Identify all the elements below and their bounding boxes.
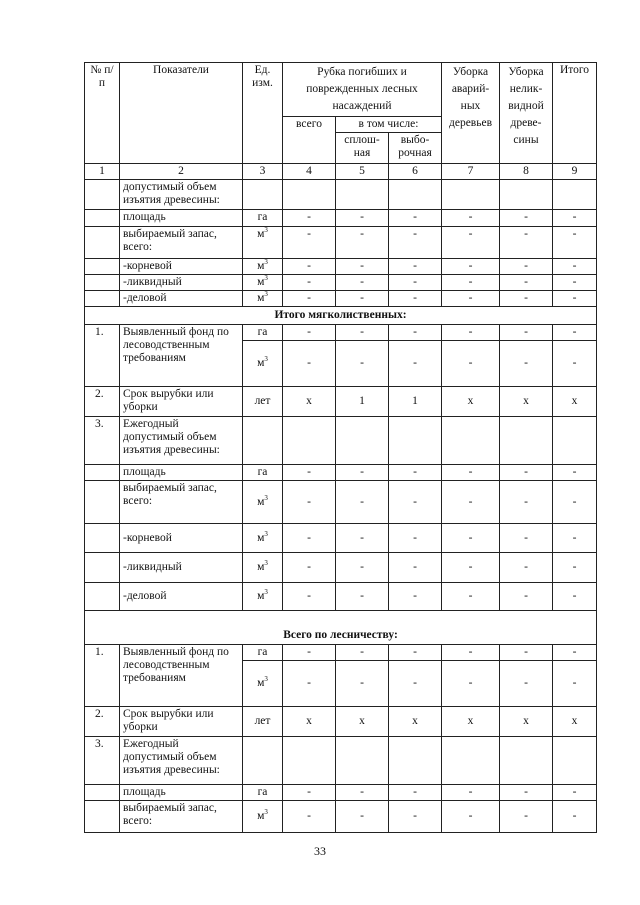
row-label: Выявленный фонд по лесоводственным требованиям bbox=[120, 325, 243, 387]
row-number bbox=[85, 553, 120, 583]
value-cell: х bbox=[500, 387, 553, 417]
value-cell: х bbox=[283, 707, 336, 737]
value-cell bbox=[389, 417, 442, 465]
value-cell: х bbox=[283, 387, 336, 417]
unit-exponent: 3 bbox=[264, 258, 268, 266]
header-col-indicators: Показатели bbox=[120, 63, 243, 164]
value-cell bbox=[283, 417, 336, 465]
row-number: 2. bbox=[85, 387, 120, 417]
value-cell: - bbox=[336, 661, 389, 707]
header-col-no: № п/п bbox=[85, 63, 120, 164]
value-cell: - bbox=[553, 291, 597, 307]
unit-base: м bbox=[257, 228, 265, 240]
column-number: 3 bbox=[243, 164, 283, 180]
table-row bbox=[85, 180, 597, 210]
unit-cell bbox=[243, 583, 283, 611]
table-row bbox=[85, 553, 597, 583]
value-cell: х bbox=[442, 707, 500, 737]
value-cell: - bbox=[553, 553, 597, 583]
value-cell: - bbox=[500, 259, 553, 275]
table-row bbox=[85, 291, 597, 307]
unit-base: м bbox=[257, 276, 265, 288]
unit-cell: лет bbox=[243, 387, 283, 417]
column-numbering-row bbox=[85, 164, 597, 180]
row-number: 3. bbox=[85, 737, 120, 785]
value-cell bbox=[336, 417, 389, 465]
header-col-unit: Ед. изм. bbox=[243, 63, 283, 164]
unit-cell bbox=[243, 291, 283, 307]
unit-base: м bbox=[257, 357, 265, 369]
unit-cell bbox=[243, 801, 283, 833]
header-col-sum: Итого bbox=[553, 63, 597, 164]
header-col-clear: сплош-ная bbox=[336, 133, 389, 164]
value-cell: - bbox=[442, 291, 500, 307]
table-row bbox=[85, 583, 597, 611]
table-row bbox=[85, 785, 597, 801]
unit-base: м bbox=[257, 561, 265, 573]
value-cell: - bbox=[283, 553, 336, 583]
row-number bbox=[85, 524, 120, 553]
value-cell: - bbox=[336, 481, 389, 524]
table-row bbox=[85, 645, 597, 661]
value-cell: - bbox=[336, 227, 389, 259]
value-cell bbox=[283, 180, 336, 210]
value-cell: - bbox=[500, 553, 553, 583]
row-label: Ежегодный допустимый объем изъятия древесины: bbox=[120, 417, 243, 465]
value-cell: - bbox=[336, 583, 389, 611]
table-row bbox=[85, 210, 597, 227]
value-cell: - bbox=[389, 325, 442, 341]
value-cell: - bbox=[500, 661, 553, 707]
value-cell: - bbox=[500, 524, 553, 553]
value-cell: - bbox=[553, 524, 597, 553]
row-number bbox=[85, 801, 120, 833]
header-col-felling: Рубка погибших и поврежденных лесных насаждений bbox=[283, 63, 442, 117]
row-label: выбираемый запас, всего: bbox=[120, 481, 243, 524]
row-number bbox=[85, 210, 120, 227]
row-number: 3. bbox=[85, 417, 120, 465]
value-cell bbox=[336, 737, 389, 785]
value-cell: - bbox=[500, 325, 553, 341]
value-cell bbox=[553, 417, 597, 465]
row-number: 1. bbox=[85, 645, 120, 707]
unit-cell: га bbox=[243, 785, 283, 801]
value-cell: - bbox=[442, 341, 500, 387]
unit-cell bbox=[243, 341, 283, 387]
value-cell: - bbox=[283, 325, 336, 341]
value-cell: - bbox=[389, 481, 442, 524]
value-cell: - bbox=[442, 583, 500, 611]
value-cell: - bbox=[389, 801, 442, 833]
column-number: 6 bbox=[389, 164, 442, 180]
value-cell bbox=[336, 180, 389, 210]
column-number: 2 bbox=[120, 164, 243, 180]
value-cell: - bbox=[283, 645, 336, 661]
unit-cell: га bbox=[243, 645, 283, 661]
row-label: -ликвидный bbox=[120, 275, 243, 291]
unit-exponent: 3 bbox=[264, 529, 268, 538]
value-cell bbox=[389, 180, 442, 210]
value-cell bbox=[553, 737, 597, 785]
unit-cell bbox=[243, 737, 283, 785]
value-cell: - bbox=[389, 645, 442, 661]
value-cell: - bbox=[553, 785, 597, 801]
row-label: Срок вырубки или уборки bbox=[120, 707, 243, 737]
row-label: -корневой bbox=[120, 524, 243, 553]
unit-exponent: 3 bbox=[264, 355, 268, 363]
value-cell: - bbox=[442, 275, 500, 291]
column-number: 9 bbox=[553, 164, 597, 180]
value-cell: - bbox=[389, 553, 442, 583]
unit-cell bbox=[243, 180, 283, 210]
forest-use-table bbox=[84, 62, 597, 833]
value-cell: - bbox=[442, 801, 500, 833]
value-cell: - bbox=[500, 481, 553, 524]
value-cell: - bbox=[283, 259, 336, 275]
unit-exponent: 3 bbox=[264, 675, 268, 683]
value-cell: - bbox=[336, 524, 389, 553]
value-cell: х bbox=[336, 707, 389, 737]
table-row bbox=[85, 737, 597, 785]
value-cell: - bbox=[336, 465, 389, 481]
row-number: 2. bbox=[85, 707, 120, 737]
value-cell: - bbox=[336, 291, 389, 307]
table-row bbox=[85, 465, 597, 481]
unit-cell: га bbox=[243, 465, 283, 481]
value-cell: - bbox=[500, 291, 553, 307]
value-cell: - bbox=[553, 583, 597, 611]
unit-exponent: 3 bbox=[264, 226, 268, 234]
value-cell: - bbox=[283, 291, 336, 307]
value-cell: - bbox=[336, 341, 389, 387]
value-cell: - bbox=[389, 259, 442, 275]
unit-cell: га bbox=[243, 210, 283, 227]
value-cell: - bbox=[500, 227, 553, 259]
value-cell: - bbox=[389, 465, 442, 481]
header-col-selective: выбо-рочная bbox=[389, 133, 442, 164]
value-cell: - bbox=[442, 785, 500, 801]
column-number: 8 bbox=[500, 164, 553, 180]
unit-base: м bbox=[257, 495, 265, 508]
value-cell: х bbox=[442, 387, 500, 417]
value-cell: - bbox=[389, 227, 442, 259]
row-number: 1. bbox=[85, 325, 120, 387]
value-cell bbox=[442, 417, 500, 465]
unit-cell: лет bbox=[243, 707, 283, 737]
value-cell: - bbox=[336, 259, 389, 275]
value-cell: - bbox=[442, 645, 500, 661]
row-number bbox=[85, 180, 120, 210]
header-col-illiquid: Уборка нелик-видной древе-сины bbox=[500, 63, 553, 164]
section-title: Всего по лесничеству: bbox=[85, 611, 597, 645]
header-col-total-felling: всего bbox=[283, 117, 336, 164]
unit-cell bbox=[243, 227, 283, 259]
value-cell bbox=[442, 737, 500, 785]
value-cell: х bbox=[553, 707, 597, 737]
value-cell: х bbox=[553, 387, 597, 417]
value-cell bbox=[500, 180, 553, 210]
row-number bbox=[85, 227, 120, 259]
value-cell: - bbox=[553, 465, 597, 481]
value-cell: - bbox=[500, 801, 553, 833]
value-cell: - bbox=[553, 661, 597, 707]
table-row bbox=[85, 524, 597, 553]
table-row bbox=[85, 481, 597, 524]
table-row bbox=[85, 417, 597, 465]
row-number bbox=[85, 465, 120, 481]
value-cell: - bbox=[283, 341, 336, 387]
value-cell: - bbox=[389, 661, 442, 707]
row-number bbox=[85, 291, 120, 307]
row-label: площадь bbox=[120, 210, 243, 227]
row-label: -деловой bbox=[120, 583, 243, 611]
unit-exponent: 3 bbox=[264, 808, 268, 816]
value-cell: - bbox=[553, 227, 597, 259]
column-number: 7 bbox=[442, 164, 500, 180]
unit-cell bbox=[243, 524, 283, 553]
unit-exponent: 3 bbox=[264, 274, 268, 282]
unit-cell bbox=[243, 417, 283, 465]
value-cell bbox=[500, 417, 553, 465]
value-cell: - bbox=[442, 524, 500, 553]
row-number bbox=[85, 259, 120, 275]
value-cell: - bbox=[442, 325, 500, 341]
value-cell: 1 bbox=[336, 387, 389, 417]
unit-base: м bbox=[257, 260, 265, 272]
row-number bbox=[85, 583, 120, 611]
value-cell: - bbox=[553, 481, 597, 524]
value-cell bbox=[283, 737, 336, 785]
value-cell: - bbox=[553, 341, 597, 387]
row-number bbox=[85, 785, 120, 801]
value-cell: - bbox=[283, 275, 336, 291]
unit-exponent: 3 bbox=[264, 290, 268, 298]
value-cell: - bbox=[500, 465, 553, 481]
value-cell: - bbox=[442, 259, 500, 275]
value-cell: - bbox=[553, 275, 597, 291]
value-cell: - bbox=[283, 227, 336, 259]
value-cell bbox=[389, 737, 442, 785]
value-cell: - bbox=[442, 465, 500, 481]
value-cell: - bbox=[336, 645, 389, 661]
value-cell: - bbox=[553, 210, 597, 227]
value-cell: - bbox=[389, 785, 442, 801]
section-title-row bbox=[85, 611, 597, 645]
value-cell: - bbox=[442, 227, 500, 259]
table-row bbox=[85, 325, 597, 341]
column-number: 1 bbox=[85, 164, 120, 180]
header-col-including: в том числе: bbox=[336, 117, 442, 133]
row-label: площадь bbox=[120, 785, 243, 801]
column-number: 5 bbox=[336, 164, 389, 180]
value-cell: х bbox=[500, 707, 553, 737]
value-cell: - bbox=[389, 341, 442, 387]
value-cell: - bbox=[336, 801, 389, 833]
row-label: допустимый объем изъятия древесины: bbox=[120, 180, 243, 210]
table-row bbox=[85, 387, 597, 417]
row-label: выбираемый запас, всего: bbox=[120, 801, 243, 833]
unit-base: м bbox=[257, 590, 265, 602]
unit-cell: га bbox=[243, 325, 283, 341]
unit-cell bbox=[243, 661, 283, 707]
row-number bbox=[85, 481, 120, 524]
value-cell: - bbox=[283, 661, 336, 707]
header-col-emergency: Уборка аварий-ных деревьев bbox=[442, 63, 500, 164]
value-cell: 1 bbox=[389, 387, 442, 417]
value-cell: - bbox=[336, 210, 389, 227]
value-cell: - bbox=[553, 645, 597, 661]
value-cell: - bbox=[283, 465, 336, 481]
value-cell: - bbox=[500, 210, 553, 227]
value-cell: - bbox=[283, 524, 336, 553]
row-label: -деловой bbox=[120, 291, 243, 307]
value-cell: - bbox=[283, 583, 336, 611]
value-cell bbox=[500, 737, 553, 785]
table-row bbox=[85, 275, 597, 291]
value-cell: х bbox=[389, 707, 442, 737]
value-cell: - bbox=[553, 259, 597, 275]
value-cell bbox=[553, 180, 597, 210]
value-cell: - bbox=[553, 801, 597, 833]
row-number bbox=[85, 275, 120, 291]
section-title: Итого мягколиственных: bbox=[85, 307, 597, 325]
value-cell: - bbox=[389, 275, 442, 291]
value-cell: - bbox=[389, 524, 442, 553]
value-cell: - bbox=[389, 291, 442, 307]
value-cell: - bbox=[500, 583, 553, 611]
table-row bbox=[85, 227, 597, 259]
unit-cell bbox=[243, 481, 283, 524]
value-cell: - bbox=[442, 210, 500, 227]
row-label: Ежегодный допустимый объем изъятия древесины: bbox=[120, 737, 243, 785]
value-cell: - bbox=[336, 325, 389, 341]
value-cell: - bbox=[500, 645, 553, 661]
unit-exponent: 3 bbox=[264, 588, 268, 596]
value-cell: - bbox=[283, 210, 336, 227]
value-cell: - bbox=[283, 801, 336, 833]
value-cell: - bbox=[283, 785, 336, 801]
value-cell: - bbox=[336, 275, 389, 291]
row-label: площадь bbox=[120, 465, 243, 481]
unit-base: м bbox=[257, 677, 265, 689]
value-cell: - bbox=[500, 341, 553, 387]
page-number: 33 bbox=[314, 844, 326, 858]
value-cell: - bbox=[389, 210, 442, 227]
unit-base: м bbox=[257, 292, 265, 304]
row-label: -корневой bbox=[120, 259, 243, 275]
section-title-row bbox=[85, 307, 597, 325]
value-cell: - bbox=[336, 553, 389, 583]
value-cell: - bbox=[500, 785, 553, 801]
table-row bbox=[85, 259, 597, 275]
column-number: 4 bbox=[283, 164, 336, 180]
value-cell: - bbox=[500, 275, 553, 291]
unit-base: м bbox=[257, 810, 265, 822]
unit-cell bbox=[243, 553, 283, 583]
unit-exponent: 3 bbox=[264, 493, 268, 502]
value-cell: - bbox=[336, 785, 389, 801]
value-cell: - bbox=[283, 481, 336, 524]
unit-cell bbox=[243, 275, 283, 291]
value-cell: - bbox=[389, 583, 442, 611]
value-cell: - bbox=[442, 661, 500, 707]
row-label: -ликвидный bbox=[120, 553, 243, 583]
row-label: Выявленный фонд по лесоводственным требованиям bbox=[120, 645, 243, 707]
unit-exponent: 3 bbox=[264, 559, 268, 567]
value-cell: - bbox=[553, 325, 597, 341]
unit-cell bbox=[243, 259, 283, 275]
row-label: Срок вырубки или уборки bbox=[120, 387, 243, 417]
table-row bbox=[85, 801, 597, 833]
value-cell: - bbox=[442, 553, 500, 583]
value-cell bbox=[442, 180, 500, 210]
row-label: выбираемый запас, всего: bbox=[120, 227, 243, 259]
unit-base: м bbox=[257, 531, 265, 544]
value-cell: - bbox=[442, 481, 500, 524]
table-row bbox=[85, 707, 597, 737]
